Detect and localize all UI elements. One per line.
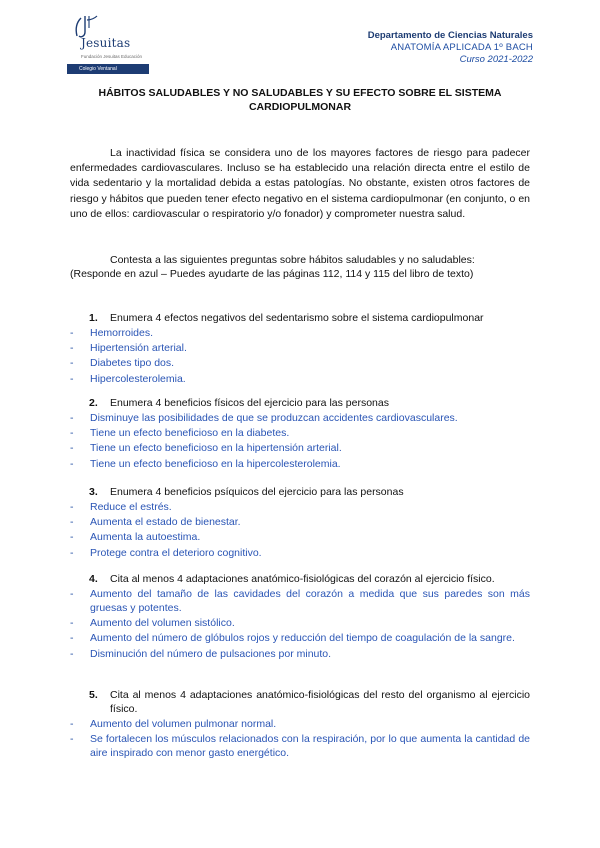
instructions-line-1: Contesta a las siguientes preguntas sobre hábitos saludables y no saludables: xyxy=(110,254,475,266)
answer-item: - Tiene un efecto beneficioso en la hipercolesterolemia. xyxy=(70,457,530,471)
document-header xyxy=(368,30,533,66)
question-text: Cita al menos 4 adaptaciones anatómico-fisiológicas del resto del organismo al ejercicio físico. xyxy=(110,689,530,715)
question-1 xyxy=(70,311,530,387)
logo-subtitle: Fundación Jesuitas Educación xyxy=(81,54,143,59)
subject-name: ANATOMÍA APLICADA 1º BACH xyxy=(390,42,533,53)
answer-item: - Reduce el estrés. xyxy=(70,500,530,514)
answer-item: - Diabetes tipo dos. xyxy=(70,356,530,370)
department-name: Departamento de Ciencias Naturales xyxy=(367,30,533,41)
answer-list xyxy=(70,411,530,471)
instructions-line-2: (Responde en azul – Puedes ayudarte de las páginas 112, 114 y 115 del libro de texto) xyxy=(70,268,474,280)
instructions xyxy=(70,253,530,281)
logo-band: Colegio Ventanal xyxy=(67,64,149,74)
answer-text: Hemorroides. xyxy=(90,327,154,339)
answer-text: Aumento del volumen pulmonar normal. xyxy=(90,718,277,730)
document-title: HÁBITOS SALUDABLES Y NO SALUDABLES Y SU EFECTO SOBRE EL SISTEMA CARDIOPULMONAR xyxy=(98,87,502,113)
answer-item: - Tiene un efecto beneficioso en la diabetes. xyxy=(70,426,530,440)
course-year: Curso 2021-2022 xyxy=(459,54,533,65)
answer-item: - Disminución del número de pulsaciones por minuto. xyxy=(70,647,530,661)
answer-item: - Aumento del número de glóbulos rojos y reducción del tiempo de coagulación de la sangre. xyxy=(70,631,530,645)
answer-item: - Aumenta el estado de bienestar. xyxy=(70,515,530,529)
answer-item: - Aumento del volumen pulmonar normal. xyxy=(70,717,530,731)
question-2 xyxy=(70,396,530,472)
answer-text: Hipertensión arterial. xyxy=(90,342,187,355)
question-text: Cita al menos 4 adaptaciones anatómico-fisiológicas del corazón al ejercicio físico. xyxy=(110,573,495,585)
answer-text: Aumento del volumen sistólico. xyxy=(90,617,235,630)
answer-item: - Aumento del tamaño de las cavidades del corazón a medida que sus paredes son más gruesas y potentes. xyxy=(70,588,530,614)
answer-list xyxy=(70,587,530,661)
question-number: 1. xyxy=(89,312,98,324)
answer-text: Tiene un efecto beneficioso en la hipercolesterolemia. xyxy=(90,457,341,470)
answer-item: - Se fortalecen los músculos relacionados con la respiración, por lo que aumenta la cantidad de aire inspirado con menor gasto energético. xyxy=(70,733,530,760)
intro-paragraph: La inactividad física se considera uno de los mayores factores de riesgo para padecer enfermedades cardiovasculares. Incluso se ha establecido una relación directa entre el estilo de vida sedentario y la mortalidad debida a estas patologías. No obstante, existen otros factores de riesgo y hábitos que pueden tener efecto negativo en el sistema cardiopulmonar (en conjunto, o en uno de ellos: cardiovascular o respiratorio y/o fonador) y comprometer nuestra salud. xyxy=(70,147,530,220)
answer-item: - Hipercolesterolemia. xyxy=(70,372,530,386)
answer-list xyxy=(70,717,530,760)
question-text: Enumera 4 beneficios físicos del ejercicio para las personas xyxy=(110,397,389,409)
answer-text: Reduce el estrés. xyxy=(90,501,172,513)
answer-text: Tiene un efecto beneficioso en la diabetes. xyxy=(90,427,290,440)
answer-text: Tiene un efecto beneficioso en la hipertensión arterial. xyxy=(90,442,342,455)
question-number: 2. xyxy=(89,397,98,409)
answer-list xyxy=(70,326,530,386)
question-number: 3. xyxy=(89,486,98,498)
question-text: Enumera 4 efectos negativos del sedentarismo sobre el sistema cardiopulmonar xyxy=(110,312,484,324)
answer-item: - Hipertensión arterial. xyxy=(70,341,530,355)
answer-text: Aumento del tamaño de las cavidades del corazón a medida que sus paredes son más gruesas y potentes. xyxy=(90,588,530,614)
question-number: 5. xyxy=(89,689,98,701)
question-number: 4. xyxy=(89,573,98,585)
answer-text: Se fortalecen los músculos relacionados con la respiración, por lo que aumenta la cantidad de aire inspirado con menor gasto energético. xyxy=(90,733,530,760)
answer-text: Hipercolesterolemia. xyxy=(90,372,186,385)
question-3 xyxy=(70,485,530,561)
answer-text: Aumenta la autoestima. xyxy=(90,531,201,544)
answer-list xyxy=(70,500,530,560)
answer-item: - Hemorroides. xyxy=(70,326,530,340)
answer-text: Disminución del número de pulsaciones por minuto. xyxy=(90,647,332,660)
question-5 xyxy=(70,688,530,761)
answer-item: - Disminuye las posibilidades de que se produzcan accidentes cardiovasculares. xyxy=(70,411,530,425)
question-text: Enumera 4 beneficios psíquicos del ejercicio para las personas xyxy=(110,486,404,498)
answer-item: - Tiene un efecto beneficioso en la hipertensión arterial. xyxy=(70,441,530,455)
answer-text: Diabetes tipo dos. xyxy=(90,357,175,370)
school-logo xyxy=(67,14,162,72)
logo-wordmark: Jesuitas xyxy=(81,36,131,50)
answer-text: Aumenta el estado de bienestar. xyxy=(90,516,241,529)
answer-item: - Aumento del volumen sistólico. xyxy=(70,616,530,630)
answer-text: Aumento del número de glóbulos rojos y reducción del tiempo de coagulación de la sangre. xyxy=(90,632,515,645)
question-4 xyxy=(70,572,530,662)
answer-text: Disminuye las posibilidades de que se produzcan accidentes cardiovasculares. xyxy=(90,412,458,424)
answer-item: - Protege contra el deterioro cognitivo. xyxy=(70,546,530,560)
answer-text: Protege contra el deterioro cognitivo. xyxy=(90,546,262,559)
answer-item: - Aumenta la autoestima. xyxy=(70,530,530,544)
